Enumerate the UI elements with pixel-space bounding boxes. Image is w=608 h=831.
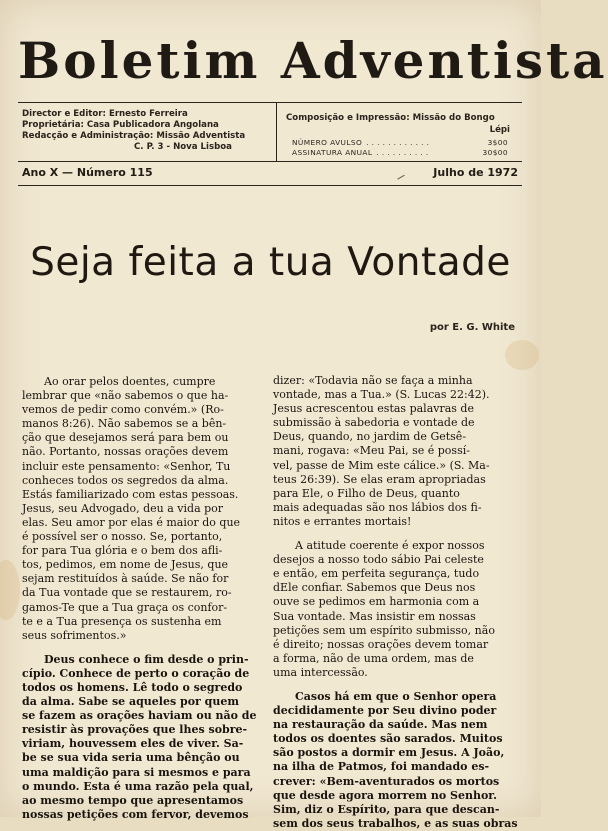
text-line: be se sua vida seria uma bênção ou [22, 751, 240, 765]
text-line: dizer: «Todavia não se faça a minha [273, 374, 473, 387]
paper-stain [0, 560, 20, 620]
price-dots: . . . . . . . . . . . . [366, 138, 430, 147]
credits-divider [276, 103, 277, 161]
text-line: elas. Seu amor por elas é maior do que [22, 515, 241, 529]
text-line: viriam, houvessem eles de viver. Sa- [22, 737, 244, 751]
credits-right [286, 112, 518, 158]
price-single-issue [286, 138, 518, 148]
text-line: ouve se pedimos em harmonia com a [273, 595, 480, 609]
text-line: todos os doentes são sarados. Muitos [273, 732, 503, 746]
text-line: cípio. Conhece de perto o coração de [22, 666, 250, 680]
article-author: por E. G. White [429, 322, 515, 333]
text-line: ção que desejamos será para bem ou [22, 431, 229, 445]
text-line: submissão à sabedoria e vontade de [273, 416, 475, 430]
text-line: da Tua vontade que se restaurem, ro- [22, 586, 232, 600]
text-line: manos 8:26). Não sabemos se a bên- [22, 417, 227, 431]
text-line: for para Tua glória e o bem dos afli- [22, 544, 223, 558]
text-line: te e a Tua presença os sustenha em [22, 614, 222, 628]
issue-rule [18, 185, 522, 186]
paragraph [273, 539, 517, 680]
text-line: Ao orar pelos doentes, cumpre [22, 375, 216, 388]
text-line: vemos de pedir como convém.» (Ro- [22, 403, 224, 417]
text-line: nitos e errantes mortais! [273, 514, 412, 528]
issue-line [22, 166, 518, 179]
paragraph [273, 374, 517, 529]
article-column-left [22, 375, 262, 822]
text-line: petições sem um espírito submisso, não [273, 623, 495, 637]
text-line: Jesus, seu Advogado, deu a vida por [22, 501, 224, 515]
text-line: Sim, diz o Espírito, para que descan- [273, 802, 500, 816]
price-label: ASSINATURA ANUAL [292, 148, 373, 157]
credit-editor: Director e Editor: Ernesto Ferreira [22, 109, 188, 119]
text-line: dEle confiar. Sabemos que Deus nos [273, 581, 476, 595]
text-line: decididamente por Seu divino poder [273, 704, 497, 718]
text-line: na ilha de Patmos, foi mandado es- [273, 760, 490, 774]
text-line: na restauração da saúde. Mas nem [273, 718, 488, 732]
credit-address: C. P. 3 - Nova Lisboa [134, 142, 232, 152]
text-line: mais adequadas são nos lábios dos fi- [273, 500, 482, 514]
text-line: Casos há em que o Senhor opera [273, 689, 497, 703]
text-line: sem dos seus trabalhos, e as suas obras [273, 816, 518, 830]
text-line: todos os homens. Lê todo o segredo [22, 680, 243, 694]
paragraph [22, 375, 262, 643]
text-line: e então, em perfeita segurança, tudo [273, 567, 480, 581]
text-line: gamos-Te que a Tua graça os confor- [22, 600, 228, 614]
text-line: que desde agora morrem no Senhor. [273, 788, 497, 802]
masthead-title: Boletim Adventista [18, 31, 608, 90]
text-line: é direito; nossas orações devem tomar [273, 637, 489, 651]
text-line: crever: «Bem-aventurados os mortos [273, 774, 500, 788]
text-line: não. Portanto, nossas orações devem [22, 445, 229, 459]
text-line: teus 26:39). Se elas eram apropriadas [273, 472, 486, 486]
text-line: são postos a dormir em Jesus. A João, [273, 746, 505, 760]
price-dots: . . . . . . . . . . [376, 148, 429, 157]
paragraph [22, 653, 262, 822]
text-line: seus sofrimentos.» [22, 628, 127, 642]
text-line: para Ele, o Filho de Deus, quanto [273, 486, 460, 500]
paragraph [273, 690, 517, 831]
text-line: Estás familiarizado com estas pessoas. [22, 487, 239, 501]
credit-owner: Proprietária: Casa Publicadora Angolana [22, 120, 219, 130]
masthead-rule [18, 102, 522, 103]
text-line: resistir às provações que lhes sobre- [22, 723, 248, 737]
text-line: a forma, não de uma ordem, mas de [273, 651, 474, 665]
text-line: lembrar que «não sabemos o que ha- [22, 389, 229, 403]
price-annual-subscription [286, 148, 518, 158]
text-line: nossas petições com fervor, devemos [22, 807, 249, 821]
price-label: NÚMERO AVULSO [292, 138, 363, 147]
text-line: é possível ser o nosso. Se, portanto, [22, 530, 223, 544]
text-line: A atitude coerente é expor nossos [273, 539, 485, 553]
credit-printing-place: Lépi [489, 125, 510, 135]
price-value: 30$00 [482, 148, 508, 157]
credits-left [22, 109, 267, 153]
text-line: desejos a nosso todo sábio Pai celeste [273, 553, 484, 567]
issue-date: Julho de 1972 [433, 166, 518, 179]
issue-number: Ano X — Número 115 [22, 166, 153, 179]
article-title: Seja feita a tua Vontade [30, 240, 511, 285]
text-line: vel, passe de Mim este cálice.» (S. Ma- [273, 458, 490, 472]
text-line: sejam restituídos à saúde. Se não for [22, 572, 229, 586]
text-line: se fazem as orações haviam ou não de [22, 709, 257, 723]
text-line: tos, pedimos, em nome de Jesus, que [22, 558, 229, 572]
paper-stain [505, 340, 539, 370]
credit-administration: Redacção e Administração: Missão Adventista [22, 131, 246, 141]
text-line: incluir este pensamento: «Senhor, Tu [22, 459, 231, 473]
text-line: ao mesmo tempo que apresentamos [22, 793, 244, 807]
text-line: Deus, quando, no jardim de Getsê- [273, 430, 467, 444]
text-line: mani, rogava: «Meu Pai, se é possí- [273, 444, 470, 458]
text-line: conheces todos os segredos da alma. [22, 473, 229, 487]
price-value: 3$00 [487, 138, 508, 147]
text-line: vontade, mas a Tua.» (S. Lucas 22:42). [273, 388, 490, 402]
text-line: Jesus acrescentou estas palavras de [273, 402, 474, 416]
text-line: uma maldição para si mesmos e para [22, 765, 251, 779]
text-line: da alma. Sabe se aqueles por quem [22, 695, 239, 709]
article-column-right [273, 374, 517, 831]
credits-rule [18, 161, 522, 162]
text-line: Sua vontade. Mas insistir em nossas [273, 609, 476, 623]
credit-printing: Composição e Impressão: Missão do Bongo [286, 113, 495, 123]
text-line: o mundo. Esta é uma razão pela qual, [22, 779, 254, 793]
text-line: uma intercessão. [273, 665, 368, 679]
text-line: Deus conhece o fim desde o prin- [22, 652, 249, 666]
